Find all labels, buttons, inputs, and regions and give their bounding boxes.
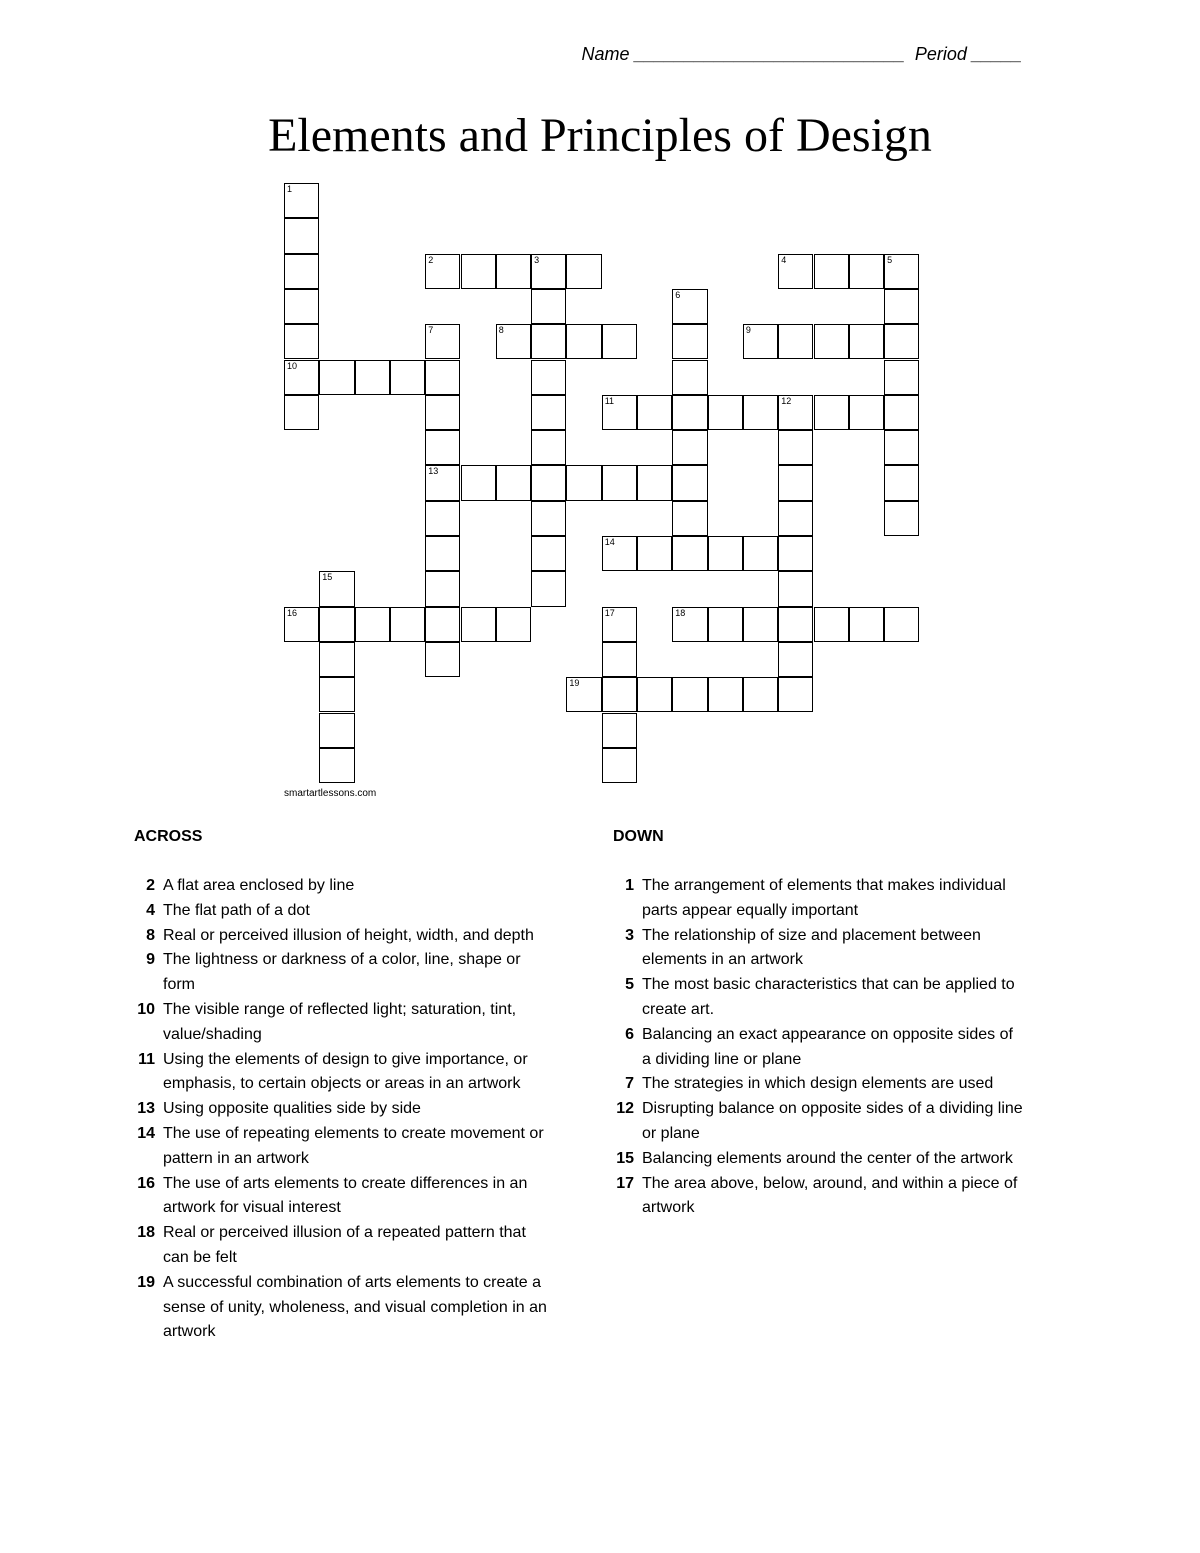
crossword-cell[interactable]: [672, 536, 707, 571]
clue-text: Real or perceived illusion of a repeated pattern that can be felt: [163, 1224, 526, 1266]
cell-number: 3: [534, 254, 540, 265]
clue-text: The most basic characteristics that can be applied to create art.: [642, 976, 1015, 1018]
crossword-cell[interactable]: [672, 324, 707, 359]
crossword-cell[interactable]: [884, 430, 919, 465]
crossword-cell[interactable]: [602, 465, 637, 500]
across-clue: [127, 998, 547, 1048]
clue-number: 12: [616, 1100, 634, 1118]
clue-number: 7: [625, 1075, 634, 1093]
crossword-cell[interactable]: [531, 571, 566, 606]
clue-text: The visible range of reflected light; saturation, tint, value/shading: [163, 1000, 517, 1043]
crossword-cell[interactable]: [566, 324, 601, 359]
clue-number: 8: [146, 926, 155, 944]
crossword-cell[interactable]: [672, 430, 707, 465]
crossword-cell[interactable]: [672, 360, 707, 395]
crossword-cell[interactable]: [637, 536, 672, 571]
crossword-cell[interactable]: [355, 360, 390, 395]
crossword-cell[interactable]: [531, 465, 566, 500]
crossword-cell[interactable]: [319, 607, 354, 642]
clue-text: A flat area enclosed by line: [163, 877, 355, 894]
crossword-cell[interactable]: [425, 501, 460, 536]
cell-number: 1: [287, 184, 293, 194]
down-heading: DOWN: [613, 828, 664, 845]
clue-number: 18: [137, 1224, 155, 1242]
period-label: Period: [914, 44, 967, 64]
cell-number: 19: [569, 678, 580, 689]
clue-text: The use of arts elements to create differences in an artwork for visual interest: [163, 1174, 528, 1217]
down-clue: [606, 973, 1026, 1023]
crossword-cell[interactable]: [284, 607, 319, 642]
crossword-cell[interactable]: [531, 360, 566, 395]
crossword-cell[interactable]: [531, 536, 566, 571]
crossword-cell[interactable]: [496, 254, 531, 289]
crossword-cell[interactable]: [355, 607, 390, 642]
across-clue: [127, 1221, 547, 1271]
crossword-cell[interactable]: [531, 395, 566, 430]
crossword-cell[interactable]: [637, 395, 672, 430]
crossword-cell[interactable]: [743, 395, 778, 430]
crossword-cell[interactable]: [637, 465, 672, 500]
crossword-cell[interactable]: [602, 677, 637, 712]
crossword-cell[interactable]: [496, 465, 531, 500]
crossword-cell[interactable]: [778, 607, 813, 642]
crossword-cell[interactable]: [884, 289, 919, 324]
cell-number: 6: [675, 289, 681, 300]
crossword-cell[interactable]: [425, 571, 460, 606]
across-clue: [127, 899, 547, 924]
crossword-cell[interactable]: [284, 324, 319, 359]
crossword-cell[interactable]: [814, 607, 849, 642]
crossword-cell[interactable]: [778, 642, 813, 677]
crossword-cell[interactable]: [743, 536, 778, 571]
crossword-cell[interactable]: [884, 395, 919, 430]
crossword-cell[interactable]: [496, 324, 531, 359]
crossword-cell[interactable]: [849, 254, 884, 289]
clue-text: The lightness or darkness of a color, line, shape or form: [163, 951, 521, 994]
crossword-cell[interactable]: [602, 536, 637, 571]
crossword-cell[interactable]: [884, 465, 919, 500]
crossword-cell[interactable]: [778, 501, 813, 536]
crossword-cell[interactable]: [778, 571, 813, 606]
cell-number: 8: [498, 325, 504, 336]
name-blank[interactable]: ___________________________: [634, 44, 905, 64]
cell-number: 4: [781, 254, 787, 265]
crossword-cell[interactable]: [461, 465, 496, 500]
crossword-cell[interactable]: [814, 254, 849, 289]
crossword-cell[interactable]: [496, 607, 531, 642]
across-clue: [127, 948, 547, 998]
crossword-cell[interactable]: [884, 324, 919, 359]
name-label: Name: [581, 44, 630, 64]
crossword-cell[interactable]: [884, 254, 919, 289]
crossword-cell[interactable]: [319, 713, 354, 748]
crossword-cell[interactable]: [849, 395, 884, 430]
clue-number: 16: [137, 1174, 155, 1192]
clue-text: Using the elements of design to give importance, or emphasis, to certain objects or areas in an artwork: [163, 1050, 528, 1093]
down-clue-list: [606, 874, 1026, 1221]
across-clue: [127, 1172, 547, 1222]
crossword-cell[interactable]: [672, 395, 707, 430]
crossword-cell[interactable]: [425, 360, 460, 395]
crossword-cell[interactable]: [778, 536, 813, 571]
crossword-cell[interactable]: [531, 324, 566, 359]
crossword-cell[interactable]: [319, 571, 354, 606]
crossword-cell[interactable]: [284, 289, 319, 324]
clue-number: 19: [137, 1273, 155, 1291]
across-clue: [127, 1048, 547, 1098]
crossword-grid: [284, 183, 920, 785]
across-clue: [127, 924, 547, 949]
cell-number: 18: [675, 607, 686, 618]
crossword-cell[interactable]: [319, 642, 354, 677]
crossword-cell[interactable]: [778, 677, 813, 712]
clue-text: The arrangement of elements that makes individual parts appear equally important: [642, 877, 1006, 919]
across-heading: ACROSS: [134, 828, 203, 845]
down-clue: [606, 1023, 1026, 1073]
crossword-cell[interactable]: [566, 465, 601, 500]
clue-text: Balancing an exact appearance on opposite sides of a dividing line or plane: [642, 1025, 1013, 1068]
crossword-cell[interactable]: [461, 607, 496, 642]
clue-number: 14: [137, 1124, 155, 1142]
cell-number: 2: [428, 254, 434, 265]
crossword-cell[interactable]: [319, 360, 354, 395]
crossword-cell[interactable]: [284, 360, 319, 395]
credit-text: smartartlessons.com: [284, 788, 377, 799]
crossword-cell[interactable]: [778, 395, 813, 430]
crossword-cell[interactable]: [284, 183, 319, 218]
crossword-cell[interactable]: [743, 324, 778, 359]
down-clue: [606, 874, 1026, 924]
clue-number: 9: [146, 951, 155, 969]
across-clue: [127, 1271, 547, 1345]
clue-number: 1: [625, 877, 634, 894]
down-clue: [606, 1147, 1026, 1172]
clue-text: Disrupting balance on opposite sides of a dividing line or plane: [642, 1100, 1023, 1142]
crossword-cell[interactable]: [814, 395, 849, 430]
cell-number: 11: [604, 395, 615, 406]
crossword-cell[interactable]: [743, 677, 778, 712]
crossword-cell[interactable]: [319, 748, 354, 783]
clue-text: The relationship of size and placement between elements in an artwork: [642, 926, 981, 969]
clue-text: Using opposite qualities side by side: [163, 1100, 421, 1118]
cell-number: 9: [745, 325, 751, 336]
crossword-cell[interactable]: [284, 218, 319, 253]
crossword-cell[interactable]: [284, 395, 319, 430]
across-clue: [127, 1122, 547, 1172]
crossword-cell[interactable]: [814, 324, 849, 359]
crossword-cell[interactable]: [672, 289, 707, 324]
crossword-cell[interactable]: [778, 254, 813, 289]
down-clue: [606, 1172, 1026, 1222]
across-clue: [127, 874, 547, 899]
down-clue: [606, 1072, 1026, 1097]
crossword-cell[interactable]: [637, 677, 672, 712]
crossword-cell[interactable]: [602, 395, 637, 430]
clue-text: Balancing elements around the center of the artwork: [642, 1149, 1013, 1167]
crossword-cell[interactable]: [602, 642, 637, 677]
crossword-cell[interactable]: [531, 254, 566, 289]
crossword-cell[interactable]: [708, 395, 743, 430]
crossword-cell[interactable]: [284, 254, 319, 289]
crossword-cell[interactable]: [531, 430, 566, 465]
clue-text: The area above, below, around, and within a piece of artwork: [642, 1174, 1018, 1217]
crossword-cell[interactable]: [425, 607, 460, 642]
clue-text: Real or perceived illusion of height, width, and depth: [163, 926, 534, 944]
crossword-cell[interactable]: [390, 360, 425, 395]
cell-number: 16: [287, 607, 298, 618]
crossword-cell[interactable]: [319, 677, 354, 712]
down-clue: [606, 1097, 1026, 1147]
clue-number: 17: [616, 1174, 634, 1192]
clue-text: The flat path of a dot: [163, 901, 310, 919]
crossword-cell[interactable]: [602, 324, 637, 359]
cell-number: 7: [428, 325, 434, 336]
clue-number: 5: [625, 976, 634, 994]
crossword-cell[interactable]: [425, 536, 460, 571]
crossword-cell[interactable]: [425, 465, 460, 500]
across-clue: [127, 1097, 547, 1122]
crossword-cell[interactable]: [531, 501, 566, 536]
cell-number: 10: [287, 360, 298, 371]
crossword-cell[interactable]: [425, 324, 460, 359]
clue-text: The use of repeating elements to create movement or pattern in an artwork: [163, 1124, 544, 1167]
crossword-cell[interactable]: [672, 607, 707, 642]
crossword-cell[interactable]: [425, 430, 460, 465]
crossword-cell[interactable]: [849, 607, 884, 642]
clue-text: The strategies in which design elements are used: [642, 1075, 994, 1093]
clue-number: 13: [137, 1100, 155, 1118]
crossword-cell[interactable]: [566, 677, 601, 712]
across-clue-list: [127, 874, 547, 1345]
crossword-cell[interactable]: [884, 360, 919, 395]
crossword-cell[interactable]: [531, 289, 566, 324]
clue-number: 6: [625, 1025, 634, 1043]
down-clue: [606, 924, 1026, 974]
crossword-cell[interactable]: [390, 607, 425, 642]
cell-number: 14: [604, 537, 615, 547]
crossword-cell[interactable]: [708, 607, 743, 642]
crossword-cell[interactable]: [602, 748, 637, 783]
cell-number: 13: [428, 466, 439, 477]
clue-number: 3: [625, 926, 634, 944]
crossword-cell[interactable]: [778, 465, 813, 500]
name-period-line: [582, 44, 1022, 65]
page-title: Elements and Principles of Design: [268, 109, 932, 162]
crossword-cell[interactable]: [425, 642, 460, 677]
clue-number: 15: [616, 1149, 634, 1167]
crossword-cell[interactable]: [884, 501, 919, 536]
crossword-cell[interactable]: [743, 607, 778, 642]
crossword-cell[interactable]: [778, 430, 813, 465]
crossword-cell[interactable]: [461, 254, 496, 289]
cell-number: 17: [604, 607, 615, 618]
clue-number: 4: [146, 901, 155, 919]
crossword-cell[interactable]: [708, 536, 743, 571]
crossword-cell[interactable]: [602, 607, 637, 642]
crossword-cell[interactable]: [884, 607, 919, 642]
crossword-cell[interactable]: [708, 677, 743, 712]
crossword-cell[interactable]: [602, 713, 637, 748]
cell-number: 12: [781, 395, 792, 406]
crossword-cell[interactable]: [566, 254, 601, 289]
crossword-cell[interactable]: [425, 395, 460, 430]
clue-number: 11: [138, 1050, 155, 1068]
clue-number: 2: [146, 877, 155, 894]
cell-number: 5: [887, 254, 893, 265]
cell-number: 15: [322, 572, 333, 583]
clue-text: A successful combination of arts elements to create a sense of unity, wholeness, and visual completion in an artwork: [163, 1273, 547, 1341]
crossword-cell[interactable]: [425, 254, 460, 289]
crossword-cell[interactable]: [849, 324, 884, 359]
period-blank[interactable]: _____: [971, 44, 1022, 64]
crossword-cell[interactable]: [672, 465, 707, 500]
crossword-cell[interactable]: [778, 324, 813, 359]
crossword-cell[interactable]: [672, 501, 707, 536]
crossword-cell[interactable]: [672, 677, 707, 712]
clue-number: 10: [137, 1000, 155, 1018]
